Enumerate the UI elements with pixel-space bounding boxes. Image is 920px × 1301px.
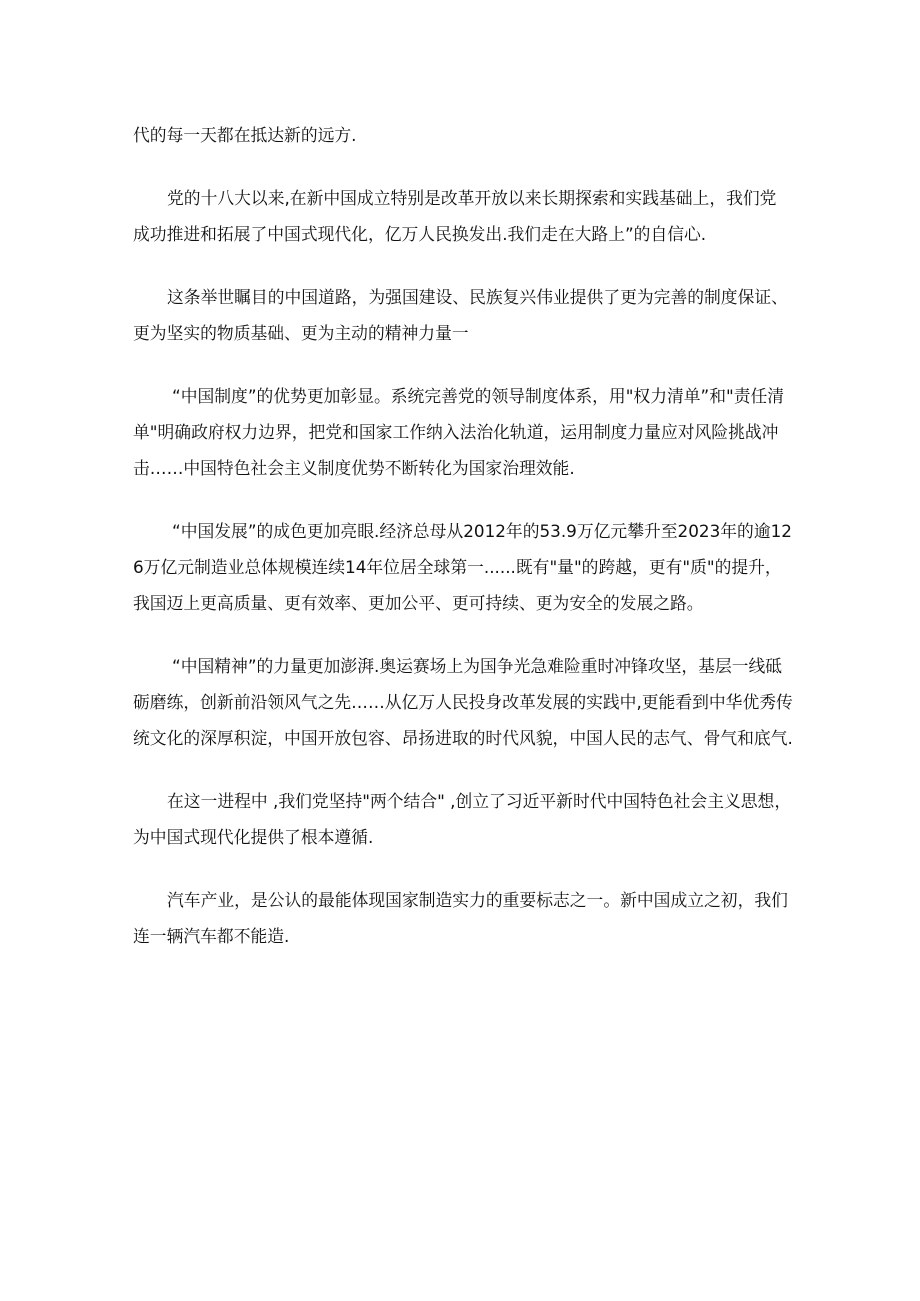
- paragraph-3: 这条举世瞩目的中国道路，为强国建设、民族复兴伟业提供了更为完善的制度保证、更为坚实的物质基础、更为主动的精神力量一: [133, 287, 788, 343]
- paragraph-2: 党的十八大以来,在新中国成立特别是改革开放以来长期探索和实践基础上，我们党成功推进和拓展了中国式现代化，亿万人民换发出.我们走在大路上”的自信心.: [133, 188, 777, 244]
- paragraph-4: “中国制度”的优势更加彰显。系统完善党的领导制度体系，用"权力清单”和"责任清单"明确政府权力边界，把党和国家工作纳入法治化轨道，运用制度力量应对风险挑战冲击……中国特色社会主义制度优势不断转化为国家治理效能.: [133, 386, 785, 478]
- paragraph-8: 汽车产业，是公认的最能体现国家制造实力的重要标志之一。新中国成立之初，我们连一辆汽车都不能造.: [133, 890, 788, 946]
- document-body: [133, 117, 793, 981]
- paragraph-7: 在这一进程中 ,我们党坚持"两个结合" ,创立了习近平新时代中国特色社会主义思想，为中国式现代化提供了根本遵循.: [133, 791, 792, 847]
- paragraph-6: “中国精神”的力量更加澎湃.奥运赛场上为国争光急难险重时冲锋攻坚，基层一线砥砺磨练，创新前沿领风气之先……从亿万人民投身改革发展的实践中,更能看到中华优秀传统文化的深厚积淀，中国开放包容、昂扬进取的时代风貌，中国人民的志气、骨气和底气.: [133, 656, 793, 748]
- paragraph-5: “中国发展”的成色更加亮眼.经济总母从2012年的53.9万亿元攀升至2023年的逾126万亿元制造业总体规模连续14年位居全球第一......既有"量"的跨越，更有"质"的提升，我国迈上更高质量、更有效率、更加公平、更可持续、更为安全的发展之路。: [133, 521, 792, 613]
- paragraph-1: 代的每一天都在抵达新的远方.: [133, 125, 357, 145]
